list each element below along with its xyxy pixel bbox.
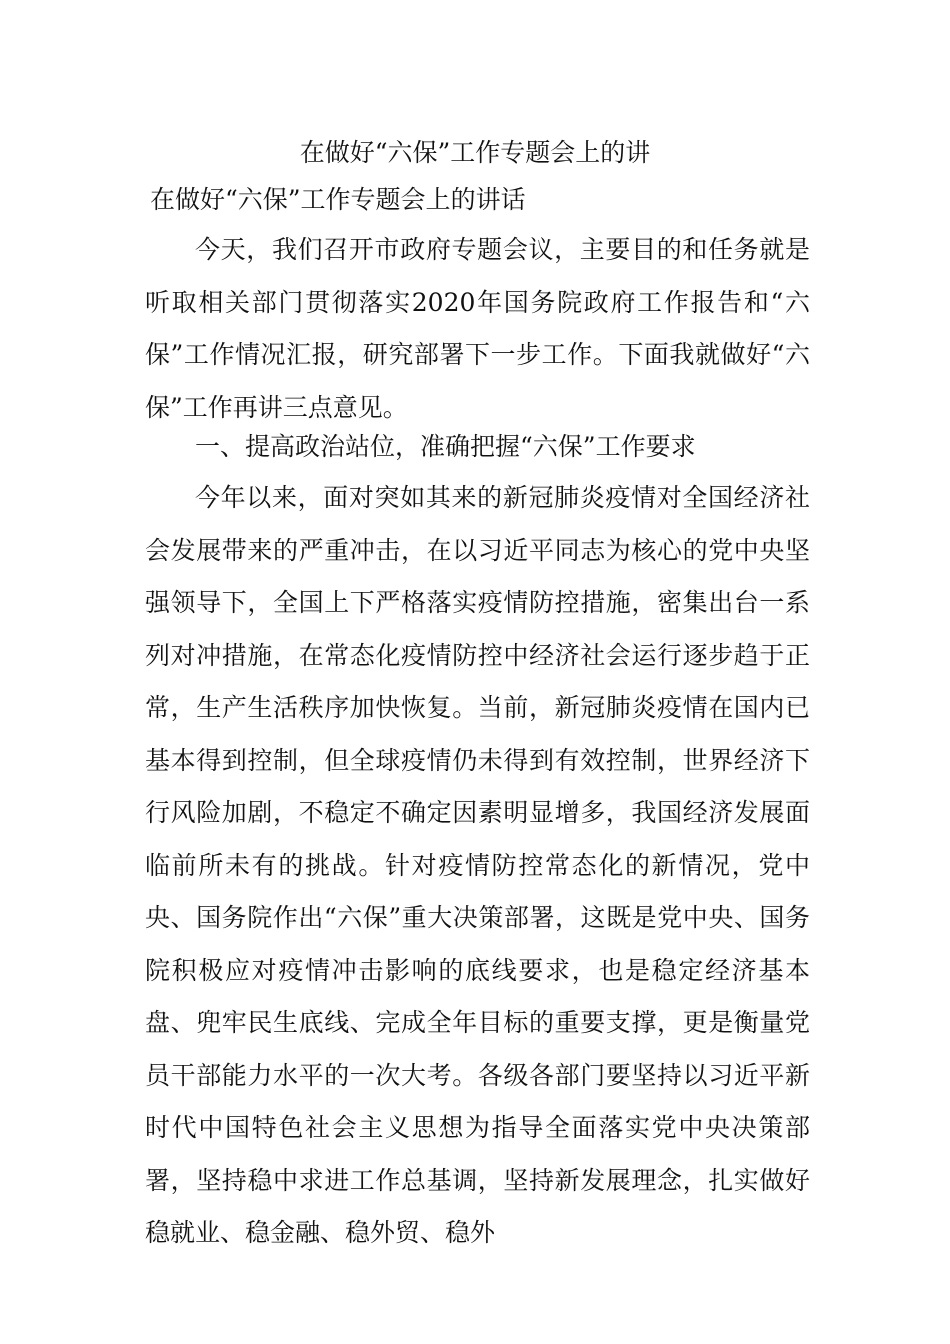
section-heading-1: 一、提高政治站位，准确把握“六保”工作要求 [195, 432, 696, 461]
paragraph-intro: 今天，我们召开市政府专题会议，主要目的和任务就是听取相关部门贯彻落实2020年国务院政府工作报告和“六保”工作情况汇报，研究部署下一步工作。下面我就做好“六保”工作再讲三点意见。 [145, 235, 810, 422]
document-title: 在做好“六保”工作专题会上的讲 [299, 138, 651, 167]
document-subtitle: 在做好“六保”工作专题会上的讲话 [150, 185, 526, 214]
paragraph-section-1-body: 今年以来，面对突如其来的新冠肺炎疫情对全国经济社会发展带来的严重冲击，在以习近平同志为核心的党中央坚强领导下，全国上下严格落实疫情防控措施，密集出台一系列对冲措施，在常态化疫情防控中经济社会运行逐步趋于正常，生产生活秩序加快恢复。当前，新冠肺炎疫情在国内已基本得到控制，但全球疫情仍未得到有效控制，世界经济下行风险加剧，不稳定不确定因素明显增多，我国经济发展面临前所未有的挑战。针对疫情防控常态化的新情况，党中央、国务院作出“六保”重大决策部署，这既是党中央、国务院积极应对疫情冲击影响的底线要求，也是稳定经济基本盘、兜牢民生底线、完成全年目标的重要支撑，更是衡量党员干部能力水平的一次大考。各级各部门要坚持以习近平新时代中国特色社会主义思想为指导全面落实党中央决策部署，坚持稳中求进工作总基调，坚持新发展理念，扎实做好稳就业、稳金融、稳外贸、稳外 [145, 483, 810, 1247]
